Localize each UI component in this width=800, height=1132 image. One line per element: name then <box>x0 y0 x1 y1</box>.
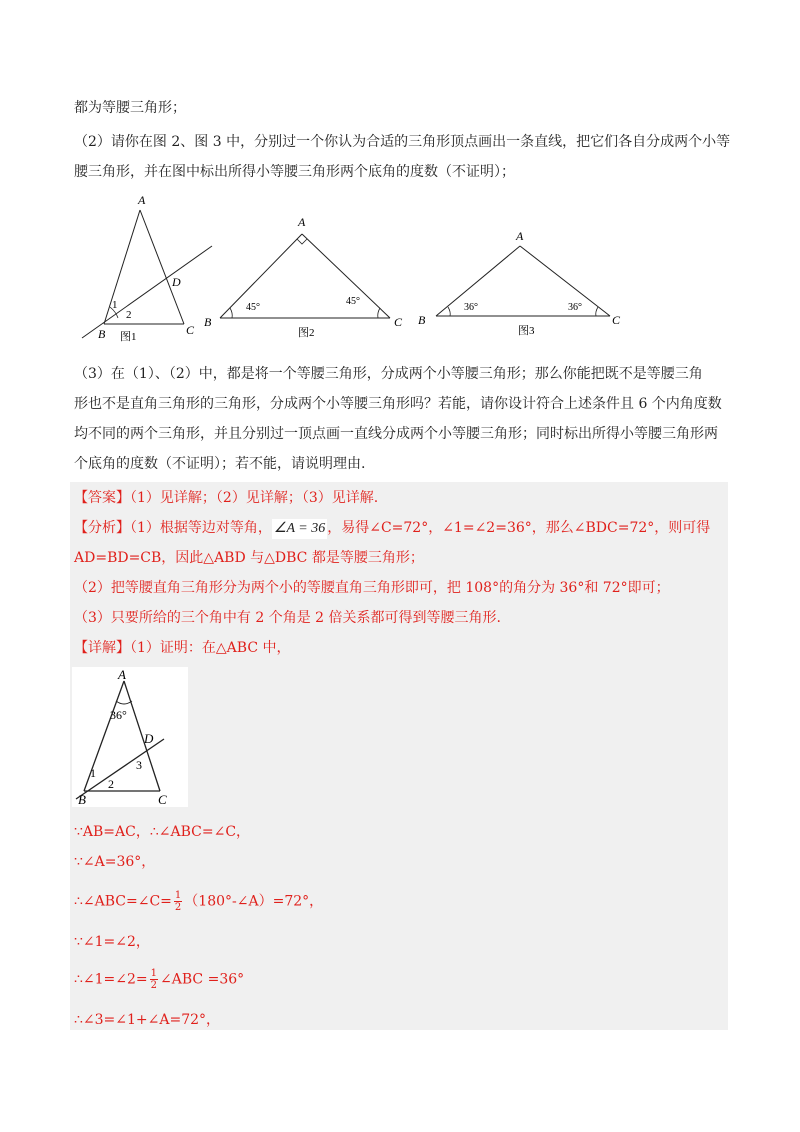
label-c: C <box>612 313 621 327</box>
analysis-line-4: （3）只要所给的三个角中有 2 个角是 2 倍关系都可得到等腰三角形. <box>74 610 501 626</box>
figure-3 <box>414 228 634 340</box>
text-line: 腰三角形，并在图中标出所得小等腰三角形两个底角的度数（不证明）； <box>74 164 515 180</box>
fraction-numerator: 1 <box>150 968 158 979</box>
angle-2-label: 2 <box>126 309 132 321</box>
angle-1-label: 1 <box>112 299 118 311</box>
analysis-text: （1）根据等边对等角， <box>130 520 272 536</box>
label-d: D <box>144 731 154 746</box>
answer-tag: 【答案】 <box>74 490 130 506</box>
label-b: B <box>78 792 86 807</box>
text-line: 个底角的度数（不证明）；若不能，请说明理由. <box>74 456 366 472</box>
angle-c-label: 45° <box>346 296 360 307</box>
proof-step <box>74 890 323 913</box>
proof-text: ∴∠ABC=∠C= <box>74 893 172 910</box>
figure-2 <box>200 212 410 344</box>
label-c: C <box>186 323 195 337</box>
proof-step: ∴∠3=∠1+∠A=72°， <box>74 1012 221 1028</box>
label-b: B <box>418 313 426 327</box>
proof-step: ∵∠A=36°， <box>74 854 156 870</box>
fraction <box>174 890 182 913</box>
proof-text: （180°-∠A）=72°， <box>184 893 324 910</box>
label-c: C <box>158 792 167 807</box>
answer-text: （1）见详解；（2）见详解；（3）见详解. <box>130 490 379 506</box>
angle-b-label: 36° <box>464 302 478 313</box>
proof-text: ∠ABC =36° <box>160 971 245 988</box>
fraction-denominator: 2 <box>150 980 158 991</box>
label-b: B <box>204 315 212 329</box>
label-a: A <box>118 667 126 682</box>
angle-b-label: 45° <box>246 302 260 313</box>
figure-1 <box>76 190 216 342</box>
analysis-text: ，易得∠C=72°，∠1=∠2=36°，那么∠BDC=72°，则可得 <box>327 520 711 536</box>
text-line: （2）请你在图 2、图 3 中，分别过一个你认为合适的三角形顶点画出一条直线，把它们各自分成两个小等 <box>74 134 731 150</box>
proof-step <box>74 968 244 991</box>
proof-step: ∵AB=AC，∴∠ABC=∠C， <box>74 824 251 840</box>
detail-tag: 【详解】 <box>74 640 130 656</box>
angle-3-label: 3 <box>136 758 142 772</box>
label-d: D <box>172 275 181 289</box>
label-a: A <box>298 215 306 229</box>
label-a: A <box>516 229 524 243</box>
detail-intro: （1）证明：在△ABC 中， <box>130 640 291 656</box>
label-c: C <box>394 315 403 329</box>
label-b: B <box>98 327 106 341</box>
figure-caption: 图3 <box>518 325 535 337</box>
angle-2-label: 2 <box>108 777 114 791</box>
analysis-line-2: AD=BD=CB，因此△ABD 与△DBC 都是等腰三角形； <box>74 550 424 566</box>
angle-c-label: 36° <box>568 302 582 313</box>
text-line: （3）在（1）、（2）中，都是将一个等腰三角形，分成两个小等腰三角形；那么你能把既不是等腰三角 <box>74 366 703 382</box>
answer-line <box>74 488 378 508</box>
angle-1-label: 1 <box>90 766 96 780</box>
text-line: 都为等腰三角形； <box>74 100 186 116</box>
analysis-line-1 <box>74 518 710 539</box>
detail-line <box>74 638 291 658</box>
proof-text: ∴∠1=∠2= <box>74 971 148 988</box>
analysis-line-3: （2）把等腰直角三角形分为两个小的等腰直角三角形即可，把 108°的角分为 36°和 72°即可； <box>74 580 670 596</box>
angle-a-label: 36° <box>110 708 127 722</box>
fraction-numerator: 1 <box>174 890 182 901</box>
fraction <box>150 968 158 991</box>
figure-caption: 图2 <box>298 327 315 339</box>
text-line: 形也不是直角三角形的三角形，分成两个小等腰三角形吗？若能，请你设计符合上述条件且 6 个内角度数 <box>74 396 722 412</box>
figure-caption: 图1 <box>120 331 137 342</box>
figure-4 <box>72 667 188 807</box>
text-line: 均不同的两个三角形，并且分别过一顶点画一直线分成两个小等腰三角形；同时标出所得小等腰三角形两 <box>74 426 718 442</box>
analysis-tag: 【分析】 <box>74 520 130 536</box>
proof-step: ∵∠1=∠2， <box>74 934 150 950</box>
angle-equation: ∠A = 36 <box>272 519 327 539</box>
fraction-denominator: 2 <box>174 902 182 913</box>
label-a: A <box>138 193 146 207</box>
